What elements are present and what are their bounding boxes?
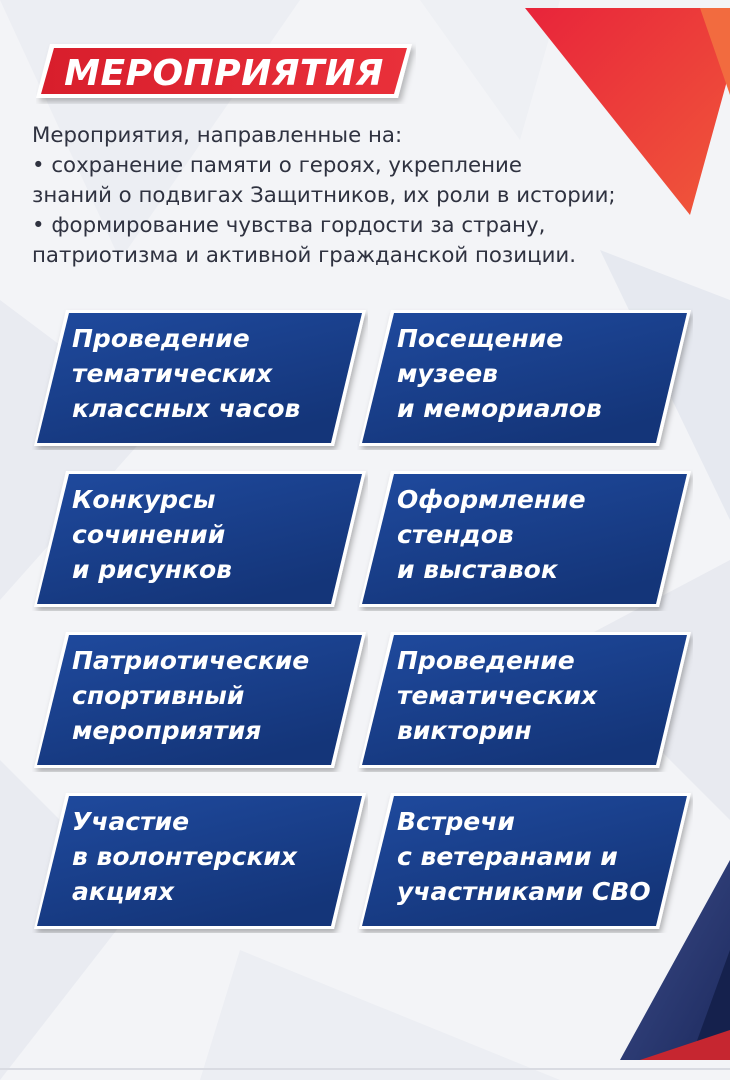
card-label-line: и выставок [397,555,558,584]
page-title: МЕРОПРИЯТИЯ [64,52,384,94]
intro-line: • формирование чувства гордости за страну, [32,213,546,238]
intro-text [32,121,682,271]
card-patriotic-sports-events [32,630,368,772]
card-label [397,804,687,909]
card-label-line: и мемориалов [397,394,602,423]
card-label-line: с ветеранами и [397,842,618,871]
card-label-line: мероприятия [72,716,262,745]
card-label-line: тематических [397,681,598,710]
intro-line: Мероприятия, направленные на: [32,123,403,148]
card-label-line: Оформление [397,485,586,514]
card-label [397,643,687,748]
card-thematic-class-hours [32,308,368,450]
card-label-line: Участие [72,807,190,836]
card-label [397,321,687,426]
card-label-line: в волонтерских [72,842,298,871]
card-label [72,643,362,748]
card-label-line: Встречи [397,807,515,836]
card-label-line: стендов [397,520,514,549]
card-thematic-quizzes [357,630,693,772]
card-label-line: Патриотические [72,646,310,675]
card-label-line: тематических [72,359,273,388]
card-label-line: Проведение [72,324,250,353]
card-label-line: классных часов [72,394,301,423]
card-label-line: участниками СВО [397,877,651,906]
card-volunteer-actions [32,791,368,933]
card-label [72,321,362,426]
card-label-line: Посещение [397,324,564,353]
card-label-line: акциях [72,877,175,906]
card-label-line: спортивный [72,681,245,710]
card-museum-visits [357,308,693,450]
card-label-line: сочинений [72,520,226,549]
card-label-line: викторин [397,716,532,745]
card-label-line: и рисунков [72,555,232,584]
card-label [72,482,362,587]
card-veteran-meetings [357,791,693,933]
title-banner [36,42,416,104]
bottom-divider [0,1068,730,1070]
card-stands-exhibitions [357,469,693,611]
intro-line: • сохранение памяти о героях, укрепление [32,153,522,178]
card-essay-drawing-contests [32,469,368,611]
card-label-line: Конкурсы [72,485,216,514]
card-label-line: музеев [397,359,498,388]
card-label [72,804,362,909]
intro-line: патриотизма и активной гражданской позиции. [32,243,577,268]
intro-line: знаний о подвигах Защитников, их роли в истории; [32,183,616,208]
card-label [397,482,687,587]
card-label-line: Проведение [397,646,575,675]
